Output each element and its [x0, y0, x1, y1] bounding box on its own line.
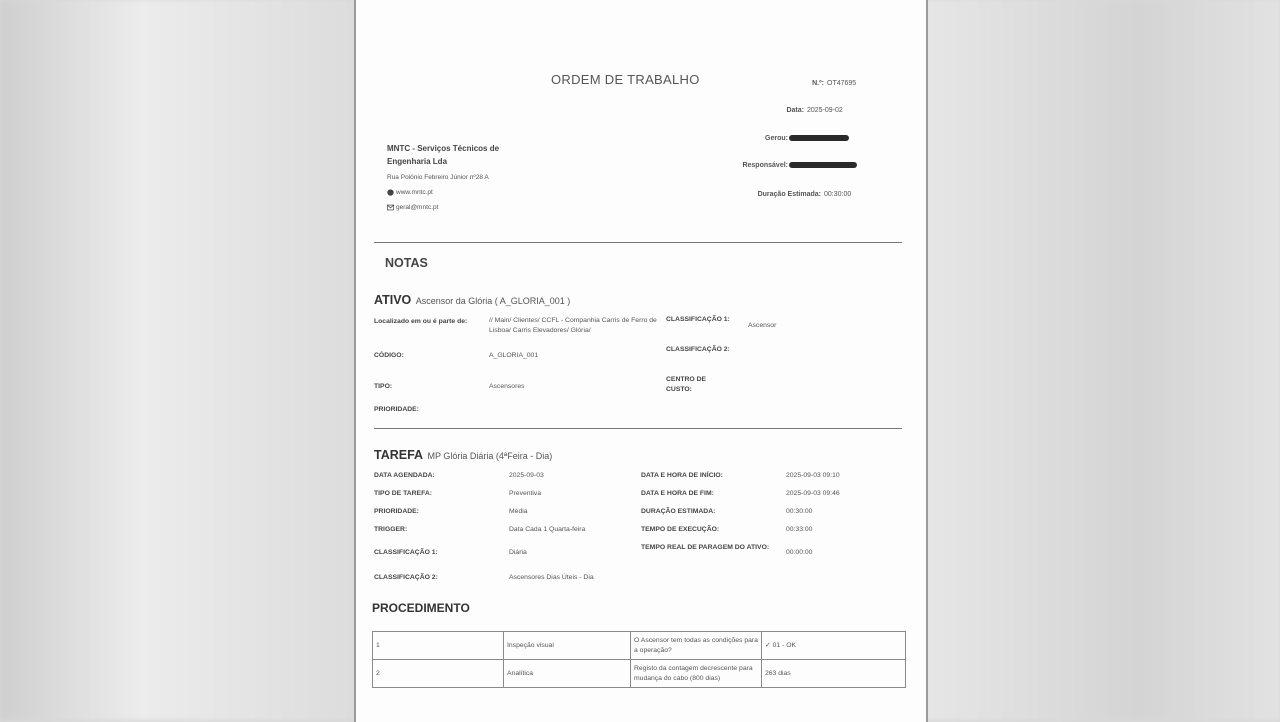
tarefa-left-label: CLASSIFICAÇÃO 1:: [374, 549, 438, 556]
proc-question: Registo da contagem decrescente para mudança do cabo (800 dias): [631, 660, 762, 688]
proc-answer-cell: [762, 632, 906, 660]
tarefa-left-value: Ascensores Dias Úteis - Dia: [509, 574, 594, 581]
tarefa-left-value: 2025-09-03: [509, 472, 544, 479]
tarefa-header: [374, 446, 552, 464]
blurred-background-left: [0, 0, 354, 720]
data-label: Data:: [786, 107, 804, 114]
check-icon: ✓: [765, 641, 773, 649]
proc-type: Analítica: [504, 660, 631, 688]
ativo-divider: [374, 428, 902, 429]
work-order-page: [354, 0, 928, 722]
envelope-icon: [387, 204, 394, 211]
company-email-row: [387, 204, 438, 211]
tarefa-left-label: PRIORIDADE:: [374, 508, 419, 515]
classificacao1-ativo-value: Ascensor: [748, 322, 777, 329]
proc-question: O Ascensor tem todas as condições para a operação?: [631, 632, 762, 660]
ativo-heading: ATIVO: [374, 293, 412, 307]
notas-heading: NOTAS: [385, 256, 428, 270]
tarefa-left-label: TRIGGER:: [374, 526, 408, 533]
duracao-value: 00:30:00: [824, 191, 852, 198]
company-name: MNTC - Serviços Técnicos de Engenharia Lda: [387, 144, 500, 166]
tarefa-right-label: DATA E HORA DE FIM:: [641, 490, 714, 497]
data-value: 2025-09-02: [807, 107, 843, 114]
tipo-value: Ascensores: [489, 383, 525, 390]
ativo-name: Ascensor da Glória ( A_GLORIA_001 ): [415, 296, 571, 306]
proc-num: 1: [373, 632, 504, 660]
tarefa-right-value: 00:30:00: [786, 508, 813, 515]
company-address: Rua Polónio Febreiro Júnior nº28 A: [387, 174, 489, 181]
redacted-gerou: [789, 135, 849, 141]
responsavel-label: Responsável:: [742, 162, 788, 169]
codigo-value: A_GLORIA_001: [489, 352, 539, 359]
procedimento-table: [372, 631, 906, 688]
company-website: www.mntc.pt: [396, 189, 433, 197]
proc-answer: 263 dias: [762, 660, 906, 688]
classificacao1-ativo-label: CLASSIFICAÇÃO 1:: [666, 316, 730, 323]
redacted-responsavel: [789, 162, 857, 168]
codigo-label: CÓDIGO:: [374, 352, 404, 359]
tarefa-right-value: 2025-09-03 09:46: [786, 490, 840, 497]
tarefa-right-value: 2025-09-03 09:10: [786, 472, 840, 479]
tarefa-right-value: 00:33:00: [786, 526, 813, 533]
procedimento-heading: PROCEDIMENTO: [372, 601, 470, 615]
tipo-label: TIPO:: [374, 383, 393, 390]
globe-icon: [387, 189, 394, 196]
tarefa-left-value: Data Cada 1 Quarta-feira: [509, 526, 586, 533]
proc-answer: 01 - OK: [772, 641, 797, 649]
company-website-row: [387, 189, 433, 196]
blurred-background-right: [926, 0, 1280, 720]
tarefa-right-value: 00:00:00: [786, 549, 813, 556]
proc-type: Inspeção visual: [504, 632, 631, 660]
tarefa-left-label: DATA AGENDADA:: [374, 472, 435, 479]
company-email: geral@mntc.pt: [396, 204, 439, 212]
proc-num: 2: [373, 660, 504, 688]
duracao-label: Duração Estimada:: [757, 191, 821, 198]
tarefa-right-label: DATA E HORA DE INÍCIO:: [641, 472, 723, 479]
document-title: ORDEM DE TRABALHO: [551, 72, 700, 87]
table-row: [373, 632, 906, 660]
gerou-label: Gerou:: [765, 135, 788, 142]
numero-value: OT47695: [827, 80, 857, 87]
tarefa-left-value: Preventiva: [509, 490, 542, 497]
tarefa-left-value: Diária: [509, 549, 527, 556]
localizado-label: Localizado em ou é parte de:: [374, 318, 468, 325]
table-row: [373, 660, 906, 688]
ativo-header: [374, 291, 570, 309]
numero-label: N.º:: [812, 80, 824, 87]
header-divider: [374, 242, 902, 243]
localizado-value: // Main/ Clientes/ CCFL - Companhia Carris de Ferro de Lisboa/ Carris Elevadores/ Glória/: [489, 317, 657, 334]
classificacao2-ativo-label: CLASSIFICAÇÃO 2:: [666, 346, 730, 353]
prioridade-ativo-label: PRIORIDADE:: [374, 406, 419, 413]
tarefa-left-label: CLASSIFICAÇÃO 2:: [374, 574, 438, 581]
tarefa-right-label: TEMPO REAL DE PARAGEM DO ATIVO:: [641, 544, 770, 551]
tarefa-name: MP Glória Diária (4ªFeira - Dia): [427, 451, 553, 461]
tarefa-right-label: TEMPO DE EXECUÇÃO:: [641, 526, 720, 533]
tarefa-right-label: DURAÇÃO ESTIMADA:: [641, 508, 716, 515]
centro-custo-label: CENTRO DE CUSTO:: [666, 376, 707, 393]
tarefa-left-label: TIPO DE TAREFA:: [374, 490, 433, 497]
tarefa-heading: TAREFA: [374, 448, 424, 462]
tarefa-left-value: Média: [509, 508, 528, 515]
